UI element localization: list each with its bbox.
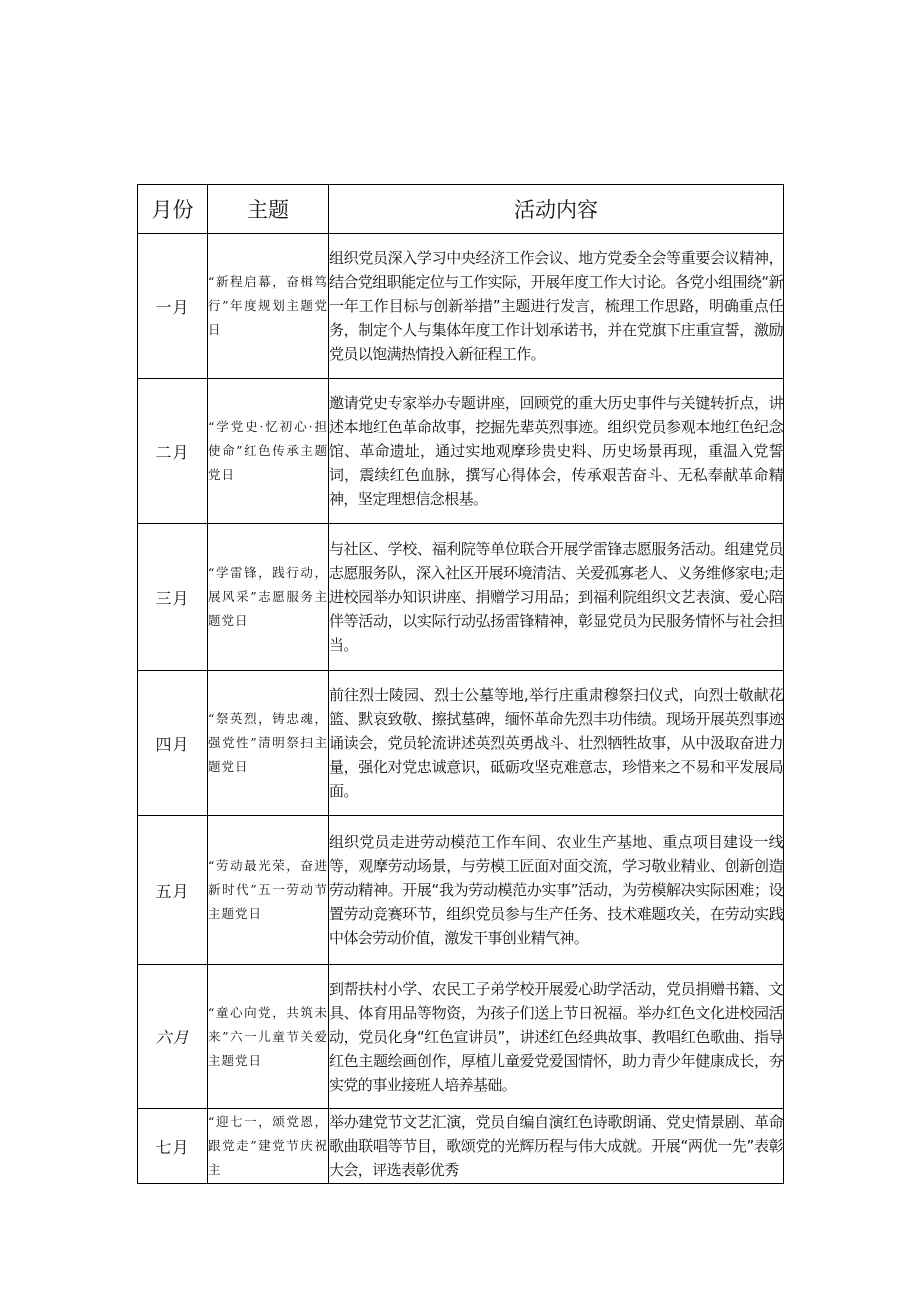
row-theme: “新程启幕，奋楫笃行”年度规划主题党日 <box>208 234 329 379</box>
table-row <box>138 965 784 1109</box>
row-theme: “迎七一，颂党恩，跟党走”建党节庆祝主 <box>208 1109 329 1184</box>
header-theme: 主题 <box>208 185 329 234</box>
row-month: 六月 <box>138 965 208 1109</box>
row-content: 举办建党节文艺汇演，党员自编自演红色诗歌朗诵、党史情景剧、革命歌曲联唱等节目，歌颂党的光辉历程与伟大成就。开展“两优一先”表彰大会，评选表彰优秀 <box>329 1109 784 1184</box>
table-row <box>138 671 784 816</box>
row-theme: “童心向党，共筑未来”六一儿童节关爱主题党日 <box>208 965 329 1109</box>
row-content: 与社区、学校、福利院等单位联合开展学雷锋志愿服务活动。组建党员志愿服务队，深入社区开展环境清洁、关爱孤寡老人、义务维修家电;走进校园举办知识讲座、捐赠学习用品；到福利院组织文艺表演、爱心陪伴等活动，以实际行动弘扬雷锋精神，彰显党员为民服务情怀与社会担当。 <box>329 524 784 671</box>
row-month: 一月 <box>138 234 208 379</box>
table-row <box>138 524 784 671</box>
table-header-row <box>138 185 784 234</box>
row-content: 邀请党史专家举办专题讲座，回顾党的重大历史事件与关键转折点，讲述本地红色革命故事，挖掘先辈英烈事迹。组织党员参观本地红色纪念馆、革命遗址，通过实地观摩珍贵史料、历史场景再现，重温入党誓词，震续红色血脉，撰写心得体会，传承艰苦奋斗、无私奉献革命精神，坚定理想信念根基。 <box>329 379 784 524</box>
row-content: 前往烈士陵园、烈士公墓等地,举行庄重肃穆祭扫仪式，向烈士敬献花篮、默哀致敬、擦拭墓碑，缅怀革命先烈丰功伟绩。现场开展英烈事迹诵读会，党员轮流讲述英烈英勇战斗、壮烈牺牲故事，从中汲取奋进力量，强化对党忠诚意识，砥砺攻坚克难意志，珍惜来之不易和平发展局面。 <box>329 671 784 816</box>
row-content: 组织党员走进劳动模范工作车间、农业生产基地、重点项目建设一线等，观摩劳动场景，与劳模工匠面对面交流，学习敬业精业、创新创造劳动精神。开展“我为劳动模范办实事”活动，为劳模解决实际困难；设置劳动竞赛环节，组织党员参与生产任务、技术难题攻关，在劳动实践中体会劳动价值，激发干事创业精气神。 <box>329 816 784 965</box>
header-content: 活动内容 <box>329 185 784 234</box>
row-theme: “祭英烈，铸忠魂，强党性”清明祭扫主题党日 <box>208 671 329 816</box>
row-content: 到帮扶村小学、农民工子弟学校开展爱心助学活动，党员捐赠书籍、文具、体育用品等物资，为孩子们送上节日祝福。举办红色文化进校园活动，党员化身“红色宣讲员”，讲述红色经典故事、教唱红色歌曲、指导红色主题绘画创作，厚植儿童爱党爱国情怀，助力青少年健康成长，夯实党的事业接班人培养基础。 <box>329 965 784 1109</box>
row-month: 五月 <box>138 816 208 965</box>
table-row <box>138 816 784 965</box>
monthly-activity-table <box>137 184 784 1184</box>
row-month: 七月 <box>138 1109 208 1184</box>
row-month: 三月 <box>138 524 208 671</box>
table-row <box>138 234 784 379</box>
row-theme: “劳动最光荣，奋进新时代”五一劳动节主题党日 <box>208 816 329 965</box>
row-content: 组织党员深入学习中央经济工作会议、地方党委全会等重要会议精神，结合党组职能定位与工作实际，开展年度工作大讨论。各党小组围绕“新一年工作目标与创新举措”主题进行发言，梳理工作思路，明确重点任务，制定个人与集体年度工作计划承诺书，并在党旗下庄重宣誓，激励党员以饱满热情投入新征程工作。 <box>329 234 784 379</box>
row-theme: “学党史·忆初心·担使命”红色传承主题党日 <box>208 379 329 524</box>
row-month: 四月 <box>138 671 208 816</box>
header-month: 月份 <box>138 185 208 234</box>
row-theme: “学雷锋，践行动，展风采”志愿服务主题党日 <box>208 524 329 671</box>
row-month: 二月 <box>138 379 208 524</box>
table-row <box>138 379 784 524</box>
table-row <box>138 1109 784 1184</box>
